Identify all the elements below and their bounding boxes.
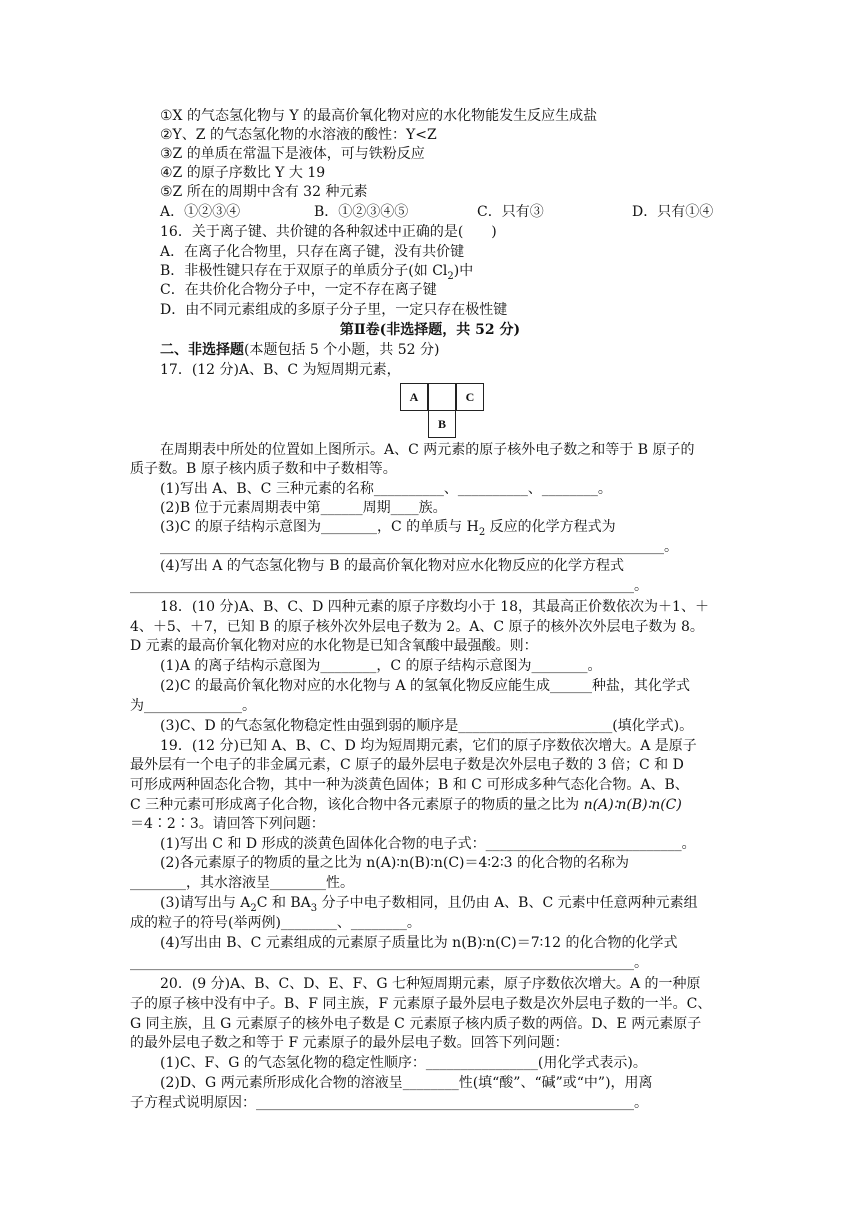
q19-line-3: 可形成两种固态化合物，其中一种为淡黄色固体；B 和 C 可形成多种气态化合物。A、B、 (130, 777, 689, 793)
q15-statement-1: ①X 的气态氢化物与 Y 的最高价氧化物对应的水化物能发生反应生成盐 (160, 108, 598, 124)
q18-part-2-continued: 为______________。 (130, 698, 256, 714)
q18-part-2: (2)C 的最高价氧化物对应的水化物与 A 的氢氧化物反应能生成______种盐，其化学式 (160, 678, 691, 694)
q15-statement-3: ③Z 的单质在常温下是液体，可与铁粉反应 (160, 146, 425, 162)
q17-line-1: 在周期表中所处的位置如上图所示。A、C 两元素的原子核外电子数之和等于 B 原子的 (160, 442, 695, 458)
q15-option-d: D．只有①④ (632, 204, 714, 220)
q15-option-c: C．只有③ (477, 204, 544, 220)
section-2-title: 第Ⅱ卷(非选择题，共 52 分) (339, 322, 521, 338)
q19-part-4-answer-line: ________________________________________________________________________。 (130, 955, 648, 971)
q20-line-4: 的最外层电子数之和等于 F 元素原子的最外层电子数。回答下列问题： (130, 1035, 569, 1051)
q18-part-1: (1)A 的离子结构示意图为________，C 的原子结构示意图为________。 (160, 658, 602, 674)
q17-part-2: (2)B 位于元素周期表中第______周期____族。 (160, 500, 447, 516)
grid-cell-c: C (456, 383, 484, 411)
q15-statement-5: ⑤Z 所在的周期中含有 32 种元素 (160, 184, 368, 200)
q19-line-2: 最外层有一个电子的非金属元素，C 原子的最外层电子数是次外层电子数的 3 倍；C 和 D (130, 757, 684, 773)
q19-line-5: ＝4∶2∶3。请回答下列问题： (130, 816, 325, 832)
q19-part-2-continued: ________，其水溶液呈________性。 (130, 875, 354, 891)
q17-part-4-answer-line: ________________________________________________________________________。 (130, 578, 648, 594)
q18-line-3: D 元素的最高价氧化物对应的水化物是已知含氧酸中最强酸。则： (130, 638, 538, 654)
grid-cell-a: A (400, 383, 428, 411)
q18-part-3: (3)C、D 的气态氢化物稳定性由强到弱的顺序是______________________(填化学式)。 (160, 718, 694, 734)
q15-statement-2: ②Y、Z 的气态氢化物的水溶液的酸性：Y<Z (160, 127, 437, 143)
grid-cell-empty (428, 383, 456, 411)
q17-part-3-answer-line: ________________________________________________________________________。 (160, 539, 678, 555)
q19-part-3: (3)请写出与 $A_2C$ 和 $BA_3$ 分子中电子数相同，且仍由 A、B、C 元素中任意两种元素组 (160, 895, 698, 914)
q19-part-2: (2)各元素原子的物质的量之比为 n(A)∶n(B)∶n(C)＝4∶2∶3 的化合物的名称为 (160, 855, 629, 871)
q15-statement-4: ④Z 的原子序数比 Y 大 19 (160, 165, 326, 181)
q20-line-3: G 同主族，且 G 元素原子的核外电子数是 C 元素原子核内质子数的两倍。D、E 两元素原子 (130, 1016, 702, 1032)
q20-part-1: (1)C、F、G 的气态氢化物的稳定性顺序：________________(用化学式表示)。 (160, 1055, 647, 1071)
q16-stem: 16．关于离子键、共价键的各种叙述中正确的是( ) (160, 224, 497, 240)
q15-option-a: A．①②③④ (160, 204, 241, 220)
periodic-position-grid (400, 383, 490, 443)
q16-option-b: B．非极性键只存在于双原子的单质分子(如 $Cl_2$)中 (160, 263, 474, 282)
q20-line-1: 20．(9 分)A、B、C、D、E、F、G 七种短周期元素，原子序数依次增大。A 的一种原 (160, 976, 701, 992)
q19-part-3-continued: 成的粒子的符号(举两例)________、________。 (130, 915, 421, 931)
section-2-heading: 二、非选择题(本题包括 5 个小题，共 52 分) (160, 342, 440, 358)
q19-line-4: C 三种元素可形成离子化合物，该化合物中各元素原子的物质的量之比为 n(A)∶n(B)∶n(C) (130, 797, 682, 813)
q19-line-1: 19．(12 分)已知 A、B、C、D 均为短周期元素，它们的原子序数依次增大。A 是原子 (160, 738, 697, 754)
q18-line-1: 18．(10 分)A、B、C、D 四种元素的原子序数均小于 18，其最高正价数依次为＋1、＋ (160, 599, 709, 615)
q20-line-2: 子的原子核中没有中子。B、F 同主族，F 元素原子最外层电子数是次外层电子数的一半。C、 (130, 996, 712, 1012)
q19-part-4: (4)写出由 B、C 元素组成的元素原子质量比为 n(B)∶n(C)＝7∶12 的化合物的化学式 (160, 935, 678, 951)
q17-part-1: (1)写出 A、B、C 三种元素的名称__________、__________、________。 (160, 481, 612, 497)
q19-part-1: (1)写出 C 和 D 形成的淡黄色固体化合物的电子式：____________________________。 (160, 836, 696, 852)
grid-cell-b: B (428, 410, 456, 438)
q17-part-3: (3)C 的原子结构示意图为________，C 的单质与 $H_2$ 反应的化学方程式为 (160, 519, 616, 538)
q16-option-d: D．由不同元素组成的多原子分子里，一定只存在极性键 (160, 302, 508, 318)
q15-option-b: B．①②③④⑤ (314, 204, 409, 220)
q17-stem: 17．(12 分)A、B、C 为短周期元素， (160, 362, 401, 378)
q17-part-4: (4)写出 A 的气态氢化物与 B 的最高价氧化物对应水化物反应的化学方程式 (160, 558, 625, 574)
q18-line-2: 4、＋5、＋7，已知 B 的原子核外次外层电子数为 2。A、C 原子的核外次外层电子数为 8。 (130, 619, 704, 635)
q16-option-a: A．在离子化合物里，只存在离子键，没有共价键 (160, 244, 465, 260)
q20-part-2: (2)D、G 两元素所形成化合物的溶液呈________性(填“酸”、“碱”或“中”)，用离 (160, 1075, 653, 1091)
q20-part-2-continued: 子方程式说明原因：______________________________________________________。 (130, 1095, 648, 1111)
q17-line-2: 质子数。B 原子核内质子数和中子数相等。 (130, 461, 397, 477)
q16-option-c: C．在共价化合物分子中，一定不存在离子键 (160, 282, 437, 298)
